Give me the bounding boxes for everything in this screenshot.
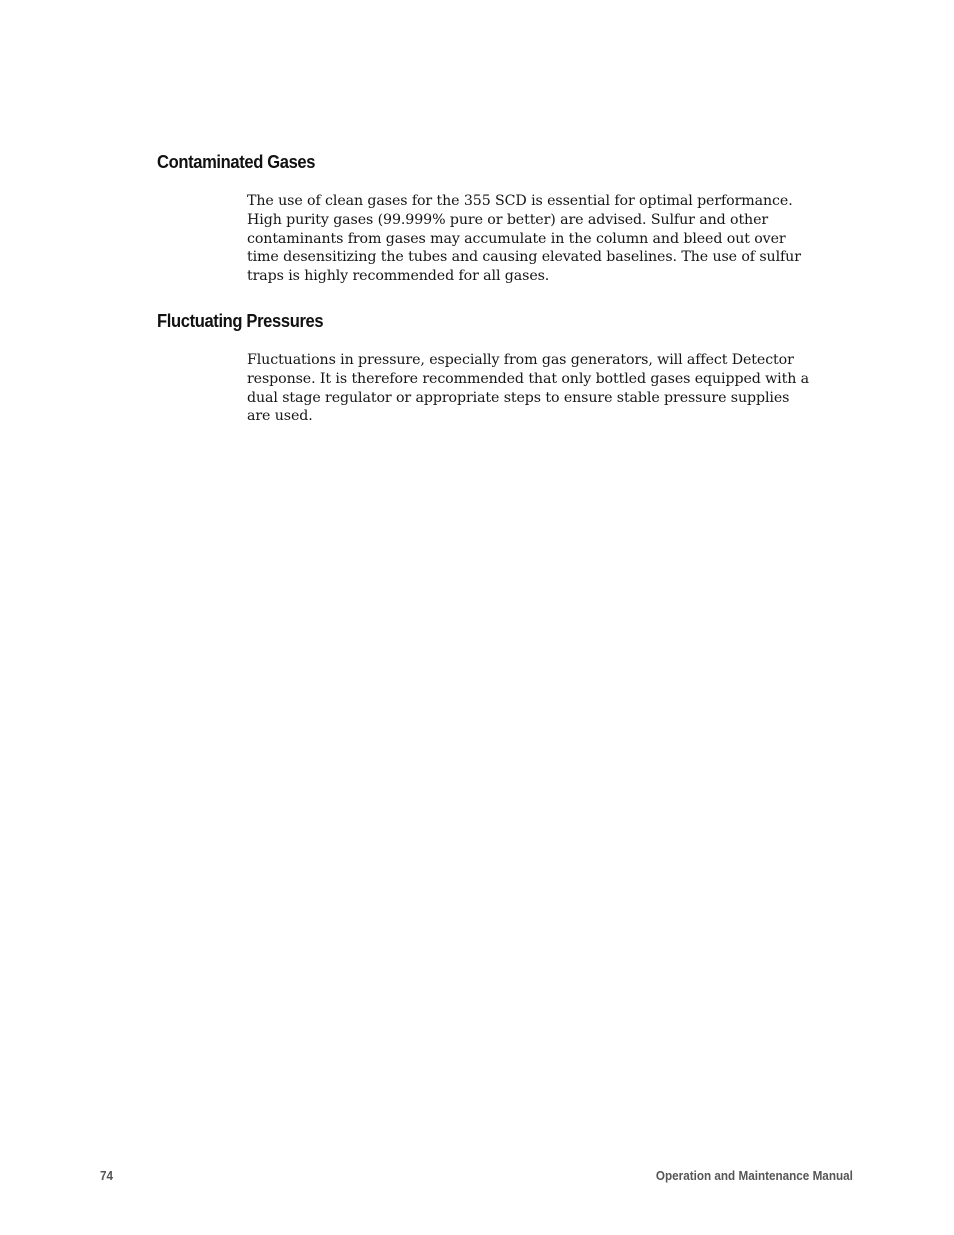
text-line: contaminants from gases may accumulate in the column and bleed out over — [247, 230, 786, 247]
paragraph-contaminated-gases — [247, 192, 857, 286]
paragraph-fluctuating-pressures — [247, 351, 857, 426]
text-line: response. It is therefore recommended that only bottled gases equipped with a — [247, 370, 810, 387]
text-line: The use of clean gases for the 355 SCD is essential for optimal performance. — [247, 193, 793, 209]
manual-title: Operation and Maintenance Manual — [656, 1168, 853, 1183]
text-line: High purity gases (99.999% pure or better) are advised. Sulfur and other — [247, 211, 769, 228]
text-line: traps is highly recommended for all gases. — [247, 268, 550, 285]
text-line: dual stage regulator or appropriate steps to ensure stable pressure supplies — [247, 389, 790, 406]
heading-fluctuating-pressures: Fluctuating Pressures — [157, 311, 324, 331]
text-line: time desensitizing the tubes and causing elevated baselines. The use of sulfur — [247, 249, 801, 266]
heading-contaminated-gases: Contaminated Gases — [157, 152, 316, 172]
text-line: are used. — [247, 408, 313, 425]
text-line: Fluctuations in pressure, especially from gas generators, will affect Detector — [247, 352, 794, 368]
page-number: 74 — [100, 1168, 114, 1183]
